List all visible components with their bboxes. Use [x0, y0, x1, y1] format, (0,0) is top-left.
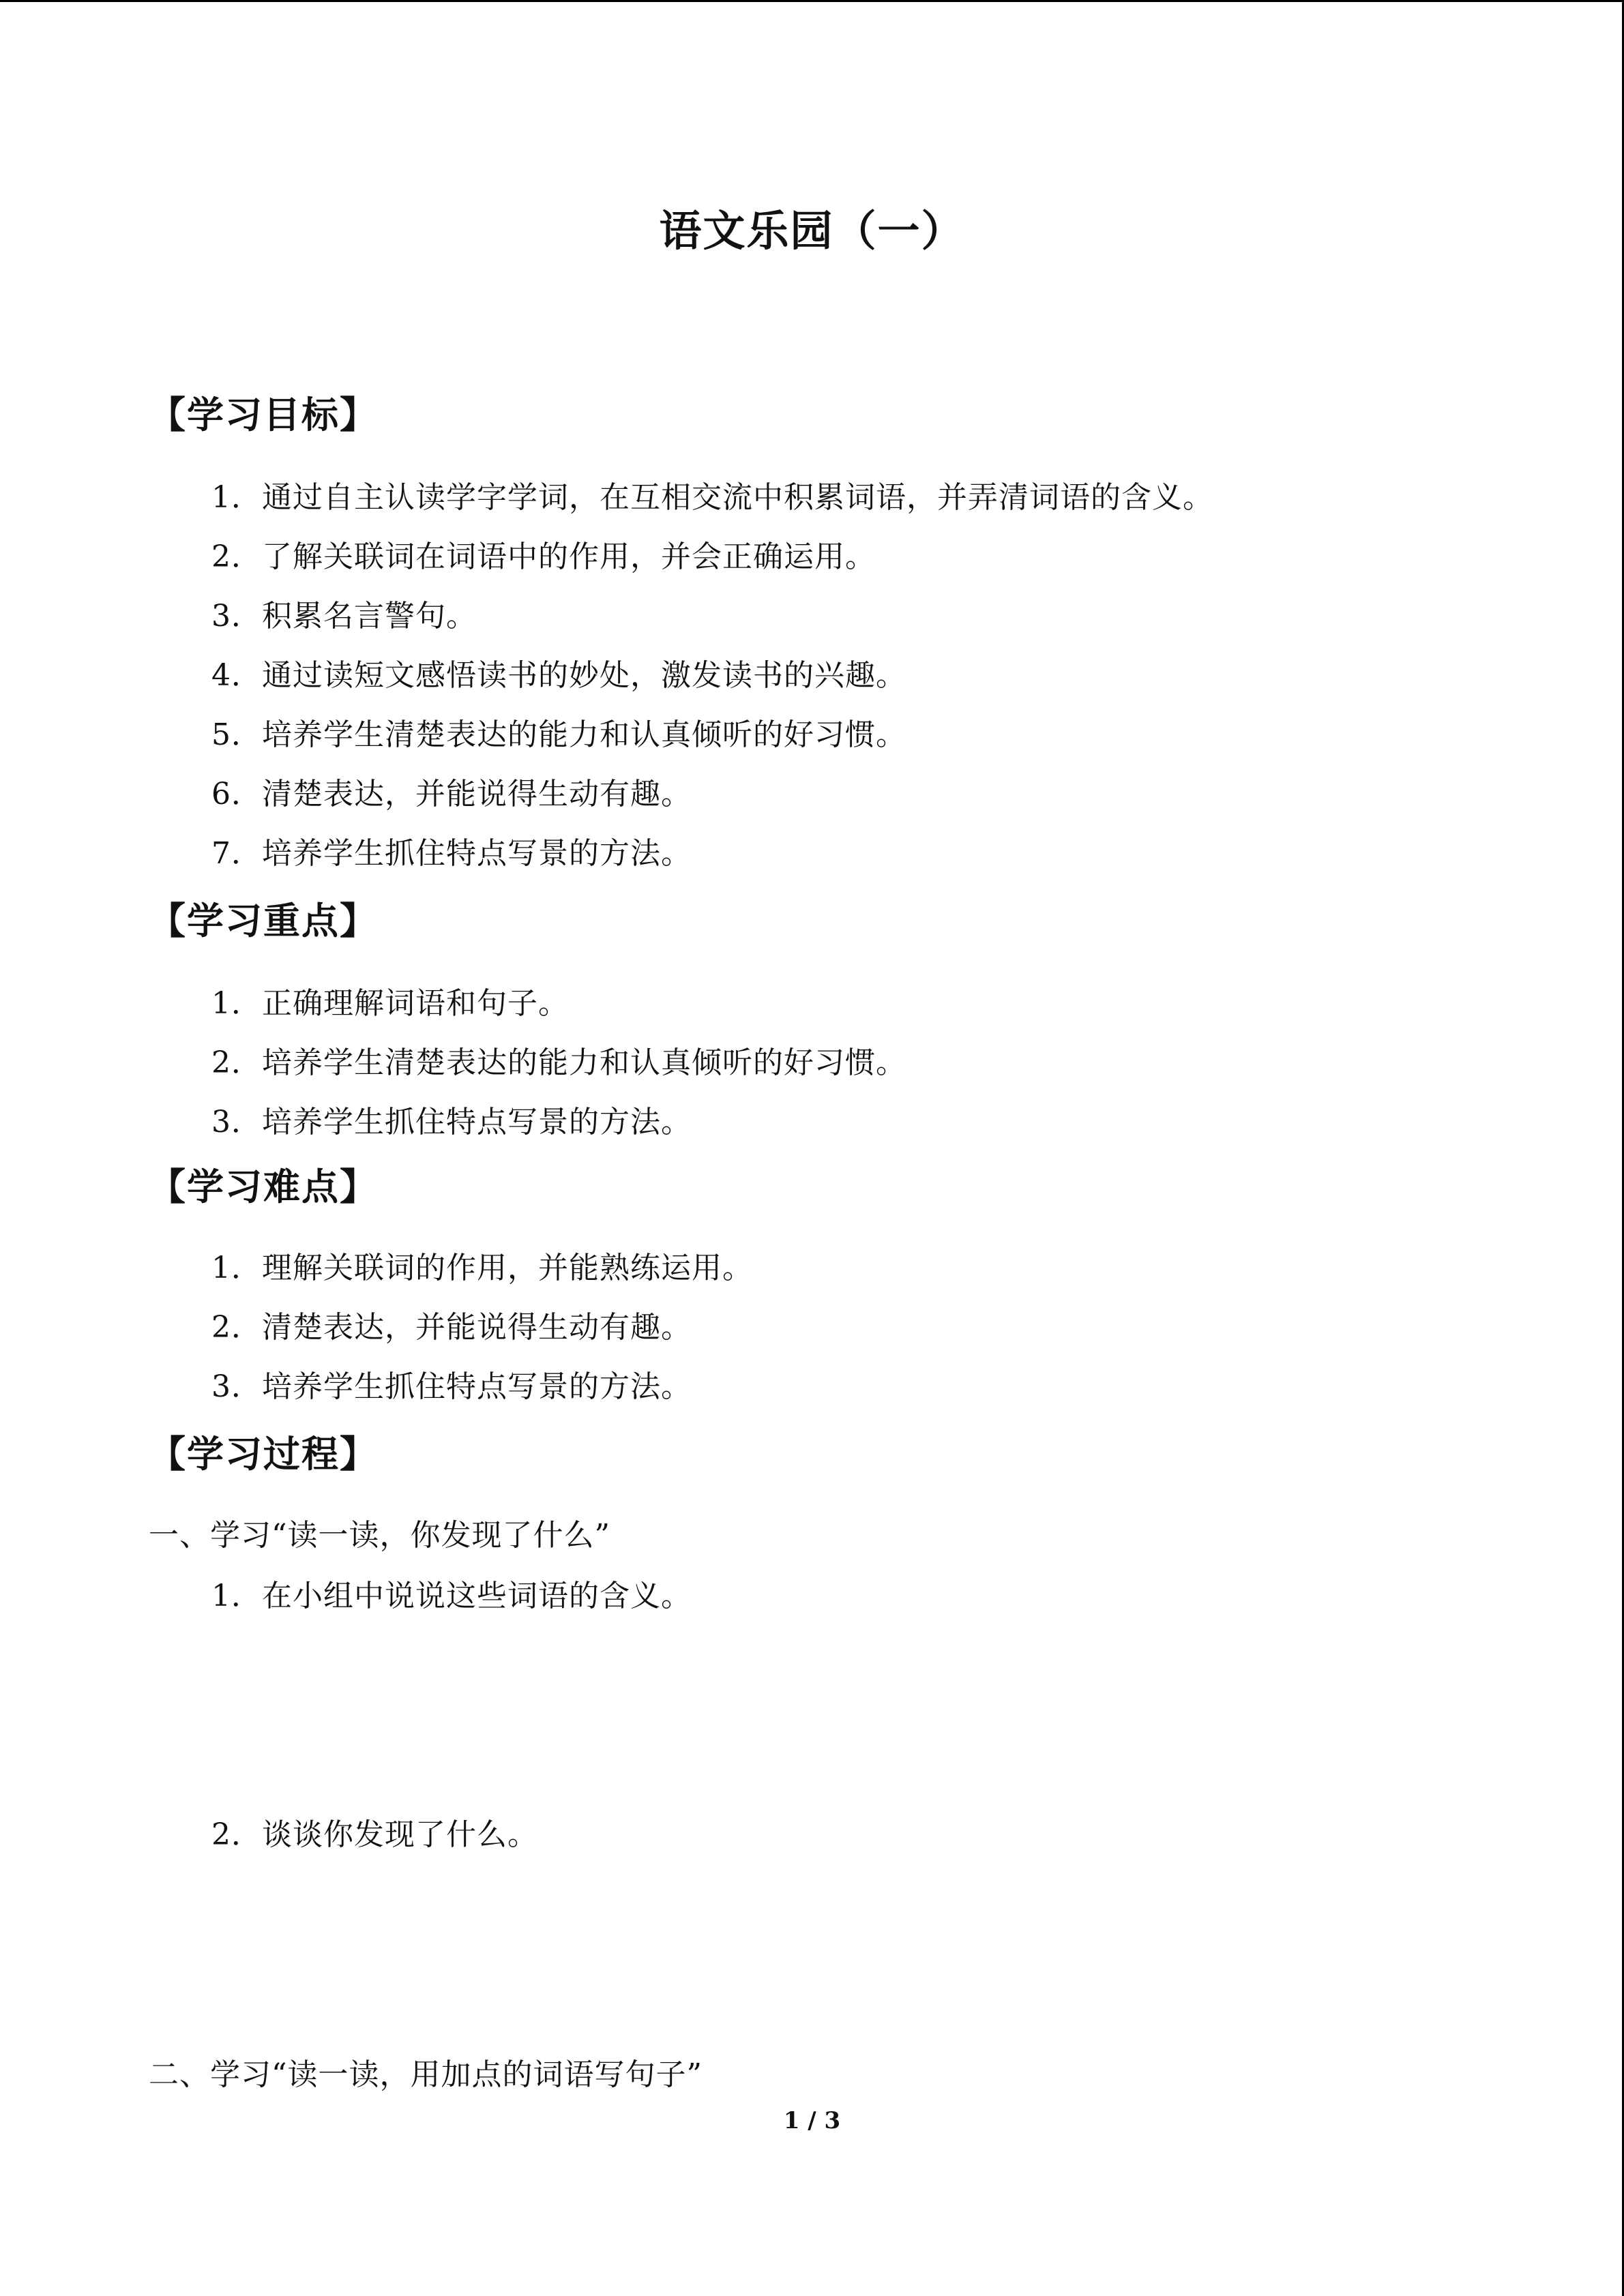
objectives-heading: 【学习目标】 [149, 393, 378, 436]
item-number: 1． [211, 986, 262, 1021]
process-part1-item-2 [211, 1817, 538, 1852]
item-text: 在小组中说说这些词语的含义。 [262, 1579, 692, 1613]
key-points-heading: 【学习重点】 [149, 899, 378, 942]
item-number: 2． [211, 1310, 262, 1345]
item-text: 培养学生抓住特点写景的方法。 [262, 1369, 692, 1404]
page-indicator: 1 / 3 [783, 2107, 841, 2134]
item-number: 3． [211, 599, 262, 633]
item-text: 谈谈你发现了什么。 [262, 1817, 538, 1852]
objective-item-6 [211, 779, 692, 809]
item-text: 正确理解词语和句子。 [262, 986, 569, 1021]
objective-item-3 [211, 601, 477, 631]
item-text: 积累名言警句。 [262, 599, 477, 633]
objective-item-7 [211, 836, 692, 871]
key-point-item-1 [211, 986, 569, 1021]
process-part1-item-1 [211, 1581, 692, 1611]
process-part2-title: 二、学习“读一读，用加点的词语写句子” [149, 2057, 703, 2092]
item-text: 清楚表达，并能说得生动有趣。 [262, 777, 692, 811]
objective-item-5 [211, 717, 906, 752]
process-heading: 【学习过程】 [149, 1432, 378, 1476]
item-number: 7． [211, 836, 262, 871]
process-part1-title: 一、学习“读一读，你发现了什么” [149, 1518, 610, 1553]
page-title: 语文乐园（一） [659, 206, 965, 256]
item-text: 培养学生抓住特点写景的方法。 [262, 836, 692, 871]
key-point-item-3 [211, 1107, 692, 1137]
objective-item-2 [211, 539, 876, 574]
item-text: 培养学生清楚表达的能力和认真倾听的好习惯。 [262, 717, 906, 752]
item-number: 3． [211, 1369, 262, 1404]
item-number: 2． [211, 539, 262, 574]
item-number: 1． [211, 1251, 262, 1285]
item-number: 2． [211, 1817, 262, 1852]
item-text: 理解关联词的作用，并能熟练运用。 [262, 1251, 753, 1285]
item-text: 培养学生抓住特点写景的方法。 [262, 1105, 692, 1139]
item-number: 1． [211, 480, 262, 515]
difficulty-item-1 [211, 1253, 753, 1283]
item-number: 4． [211, 658, 262, 693]
difficulties-heading: 【学习难点】 [149, 1165, 378, 1208]
item-text: 培养学生清楚表达的能力和认真倾听的好习惯。 [262, 1045, 906, 1080]
objective-item-1 [211, 480, 1213, 515]
difficulty-item-2 [211, 1310, 692, 1345]
objective-item-4 [211, 658, 906, 693]
difficulty-item-3 [211, 1369, 692, 1404]
item-number: 3． [211, 1105, 262, 1139]
key-point-item-2 [211, 1045, 906, 1080]
item-number: 6． [211, 777, 262, 811]
item-number: 5． [211, 717, 262, 752]
item-text: 通过读短文感悟读书的妙处，激发读书的兴趣。 [262, 658, 906, 693]
item-text: 了解关联词在词语中的作用，并会正确运用。 [262, 539, 876, 574]
item-text: 通过自主认读学字学词，在互相交流中积累词语，并弄清词语的含义。 [262, 480, 1213, 515]
item-number: 2． [211, 1045, 262, 1080]
item-text: 清楚表达，并能说得生动有趣。 [262, 1310, 692, 1345]
item-number: 1． [211, 1579, 262, 1613]
